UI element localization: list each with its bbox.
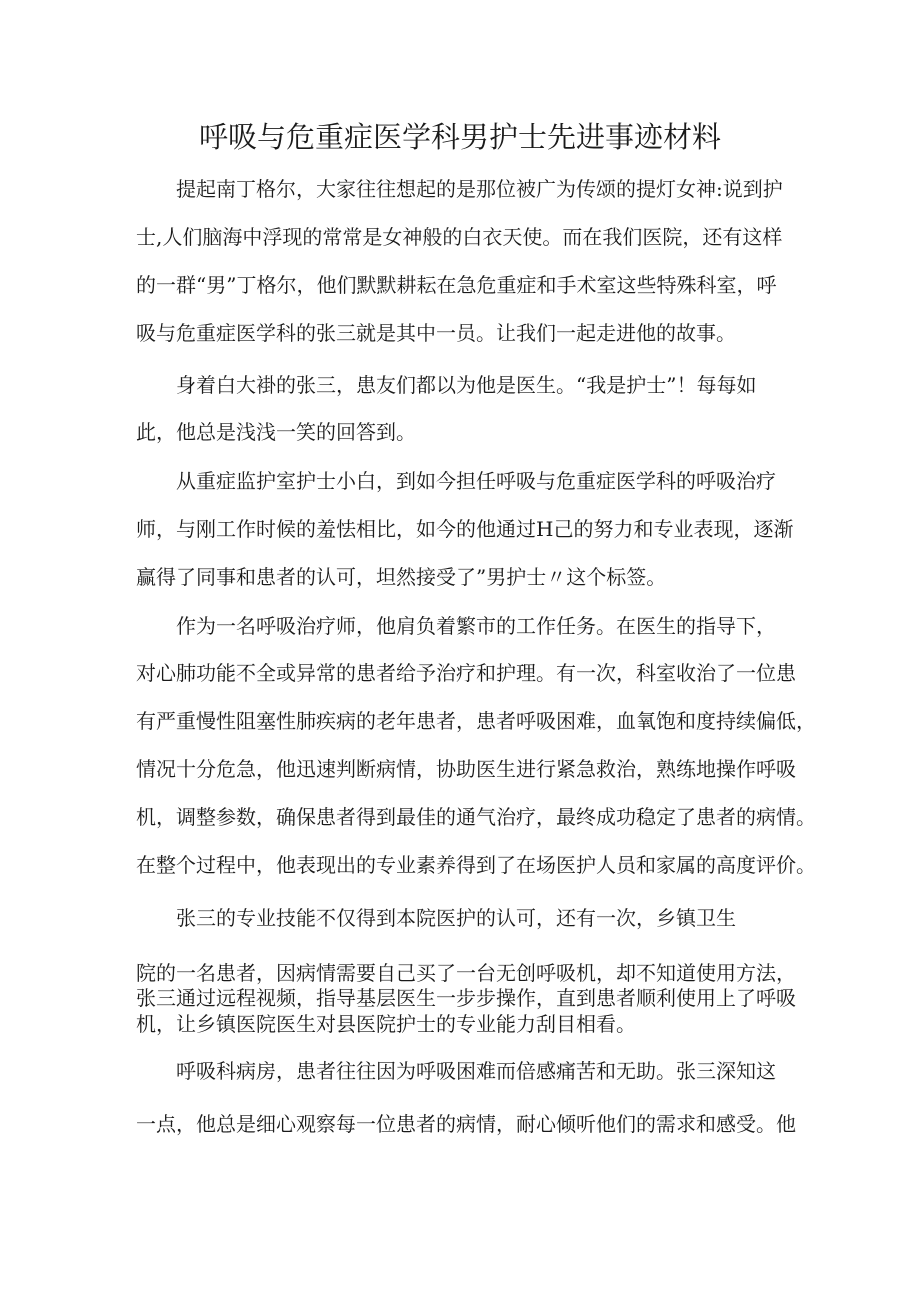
paragraph-5-line-3: 张三通过远程视频，指导基层医生一步步操作，直到患者顺利使用上了呼吸 (136, 986, 796, 1010)
paragraph-4-line-3: 有严重慢性阻塞性肺疾病的老年患者，患者呼吸困难，血氧饱和度持续偏低， (136, 709, 816, 733)
paragraph-1-line-3: 的一群“男”丁格尔，他们默默耕耘在急危重症和手术室这些特殊科室，呼 (136, 273, 777, 297)
paragraph-3-line-3: 赢得了同事和患者的认可，坦然接受了”男护士〃这个标签。 (136, 565, 667, 589)
paragraph-5-line-4: 机，让乡镇医院医生对县医院护士的专业能力刮目相看。 (136, 1012, 636, 1036)
paragraph-4-line-6: 在整个过程中，他表现出的专业素养得到了在场医护人员和家属的高度评价。 (136, 853, 816, 877)
document-title: 呼吸与危重症医学科男护士先进事迹材料 (198, 120, 721, 154)
paragraph-3-line-2: 师，与刚工作时候的羞怯相比，如今的他通过H己的努力和专业表现，逐渐 (136, 517, 794, 541)
paragraph-5-line-1: 张三的专业技能不仅得到本院医护的认可，还有一次，乡镇卫生 (176, 906, 736, 930)
paragraph-1-line-1: 提起南丁格尔，大家往往想起的是那位被广为传颂的提灯女神:说到护 (176, 177, 783, 201)
paragraph-1-line-2: 士,人们脑海中浮现的常常是女神般的白衣天使。而在我们医院，还有这样 (136, 225, 783, 249)
paragraph-2-line-2: 此，他总是浅浅一笑的回答到。 (136, 420, 416, 444)
paragraph-4-line-5: 机，调整参数，确保患者得到最佳的通气治疗，最终成功稳定了患者的病情。 (136, 805, 816, 829)
paragraph-6-line-2: 一点，他总是细心观察每一位患者的病情，耐心倾听他们的需求和感受。他 (136, 1112, 796, 1136)
paragraph-6-line-1: 呼吸科病房，患者往往因为呼吸困难而倍感痛苦和无助。张三深知这 (176, 1059, 776, 1083)
paragraph-4-line-4: 情况十分危急，他迅速判断病情，协助医生进行紧急救治，熟练地操作呼吸 (136, 757, 796, 781)
paragraph-4-line-1: 作为一名呼吸治疗师，他肩负着繁市的工作任务。在医生的指导下， (176, 614, 776, 638)
paragraph-3-line-1: 从重症监护室护士小白，到如今担任呼吸与危重症医学科的呼吸治疗 (176, 469, 776, 493)
paragraph-1-line-4: 吸与危重症医学科的张三就是其中一员。让我们一起走进他的故事。 (136, 321, 736, 345)
paragraph-5-line-2: 院的一名患者，因病情需要自己买了一台无创呼吸机，却不知道使用方法， (136, 961, 796, 985)
paragraph-4-line-2: 对心肺功能不全或异常的患者给予治疗和护理。有一次，科室收治了一位患 (136, 661, 796, 685)
paragraph-2-line-1: 身着白大褂的张三，患友们都以为他是医生。“我是护士”！每每如 (176, 373, 757, 397)
